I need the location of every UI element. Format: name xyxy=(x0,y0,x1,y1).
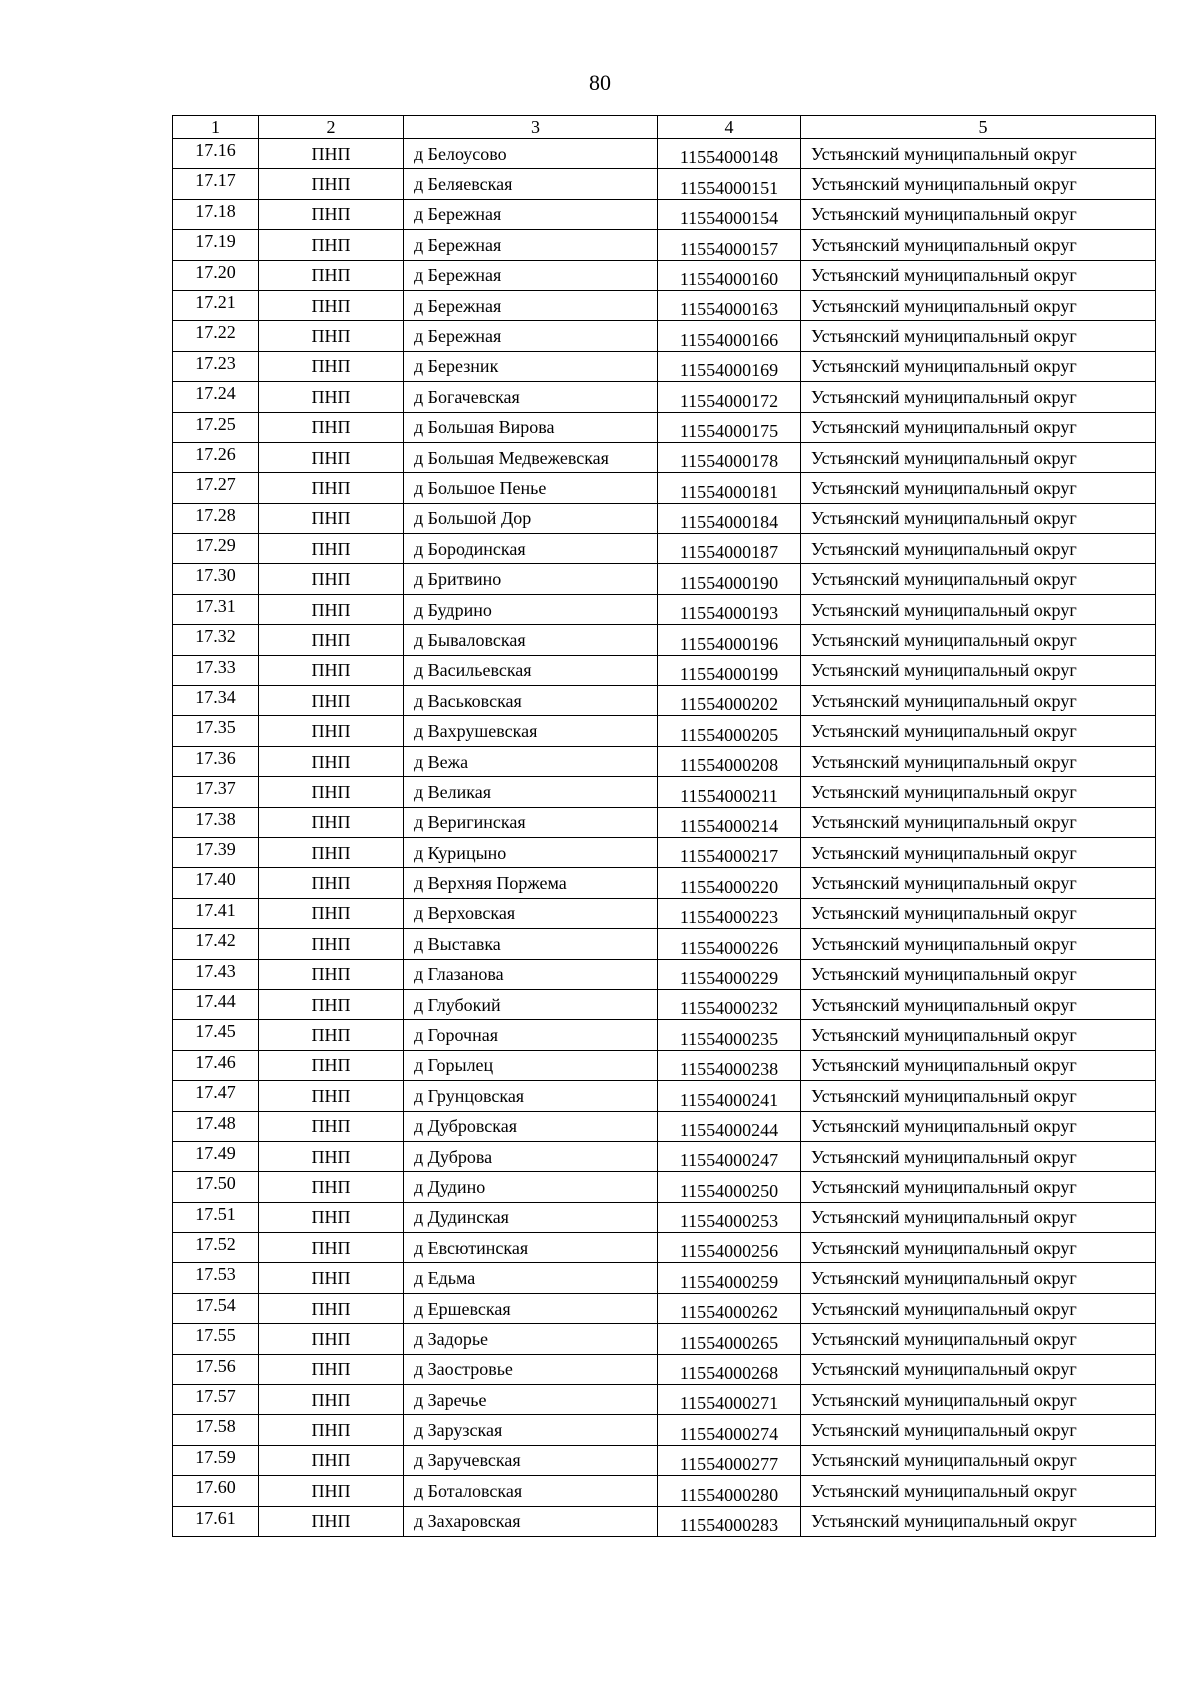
table-row xyxy=(173,1172,1156,1202)
municipality-cell: Устьянский муниципальный округ xyxy=(801,807,1156,837)
column-header-5: 5 xyxy=(801,116,1156,139)
table-row xyxy=(173,351,1156,381)
table-row xyxy=(173,777,1156,807)
municipality-cell: Устьянский муниципальный округ xyxy=(801,746,1156,776)
table-row xyxy=(173,989,1156,1019)
table-row xyxy=(173,382,1156,412)
oktmo-code-cell: 11554000262 xyxy=(658,1293,801,1323)
table-row xyxy=(173,1141,1156,1171)
table-row xyxy=(173,594,1156,624)
oktmo-code-cell: 11554000175 xyxy=(658,412,801,442)
table-row xyxy=(173,260,1156,290)
oktmo-code-cell: 11554000208 xyxy=(658,746,801,776)
table-row xyxy=(173,230,1156,260)
municipality-cell: Устьянский муниципальный округ xyxy=(801,139,1156,169)
oktmo-code-cell: 11554000271 xyxy=(658,1385,801,1415)
settlement-name-cell: д Бережная xyxy=(404,230,658,260)
oktmo-code-cell: 11554000235 xyxy=(658,1020,801,1050)
settlement-name-cell: д Богачевская xyxy=(404,382,658,412)
table-row xyxy=(173,837,1156,867)
object-type-cell: ПНП xyxy=(259,382,404,412)
object-type-cell: ПНП xyxy=(259,1324,404,1354)
table-row xyxy=(173,746,1156,776)
municipality-cell: Устьянский муниципальный округ xyxy=(801,442,1156,472)
object-type-cell: ПНП xyxy=(259,199,404,229)
settlement-name-cell: д Курицыно xyxy=(404,837,658,867)
settlement-name-cell: д Боталовская xyxy=(404,1476,658,1506)
settlement-name-cell: д Бережная xyxy=(404,290,658,320)
oktmo-code-cell: 11554000160 xyxy=(658,260,801,290)
object-type-cell: ПНП xyxy=(259,260,404,290)
settlement-name-cell: д Бережная xyxy=(404,199,658,229)
settlement-name-cell: д Большой Дор xyxy=(404,503,658,533)
table-row xyxy=(173,534,1156,564)
row-number-cell: 17.47 xyxy=(173,1081,259,1111)
municipality-cell: Устьянский муниципальный округ xyxy=(801,382,1156,412)
table-row xyxy=(173,564,1156,594)
row-number-cell: 17.36 xyxy=(173,746,259,776)
table-row xyxy=(173,1263,1156,1293)
object-type-cell: ПНП xyxy=(259,351,404,381)
municipality-cell: Устьянский муниципальный округ xyxy=(801,564,1156,594)
table-row xyxy=(173,412,1156,442)
settlement-name-cell: д Вежа xyxy=(404,746,658,776)
object-type-cell: ПНП xyxy=(259,1050,404,1080)
object-type-cell: ПНП xyxy=(259,746,404,776)
settlement-name-cell: д Задорье xyxy=(404,1324,658,1354)
municipality-cell: Устьянский муниципальный округ xyxy=(801,625,1156,655)
municipality-cell: Устьянский муниципальный округ xyxy=(801,351,1156,381)
municipality-cell: Устьянский муниципальный округ xyxy=(801,473,1156,503)
table-row xyxy=(173,868,1156,898)
object-type-cell: ПНП xyxy=(259,686,404,716)
oktmo-code-cell: 11554000181 xyxy=(658,473,801,503)
oktmo-code-cell: 11554000148 xyxy=(658,139,801,169)
table-row xyxy=(173,1020,1156,1050)
municipality-cell: Устьянский муниципальный округ xyxy=(801,868,1156,898)
municipality-cell: Устьянский муниципальный округ xyxy=(801,1354,1156,1384)
object-type-cell: ПНП xyxy=(259,1233,404,1263)
municipality-cell: Устьянский муниципальный округ xyxy=(801,686,1156,716)
municipality-cell: Устьянский муниципальный округ xyxy=(801,1415,1156,1445)
row-number-cell: 17.53 xyxy=(173,1263,259,1293)
row-number-cell: 17.29 xyxy=(173,534,259,564)
oktmo-code-cell: 11554000151 xyxy=(658,169,801,199)
oktmo-code-cell: 11554000190 xyxy=(658,564,801,594)
object-type-cell: ПНП xyxy=(259,564,404,594)
row-number-cell: 17.37 xyxy=(173,777,259,807)
table-row xyxy=(173,716,1156,746)
municipality-cell: Устьянский муниципальный округ xyxy=(801,260,1156,290)
row-number-cell: 17.26 xyxy=(173,442,259,472)
table-row xyxy=(173,473,1156,503)
row-number-cell: 17.28 xyxy=(173,503,259,533)
oktmo-code-cell: 11554000211 xyxy=(658,777,801,807)
row-number-cell: 17.56 xyxy=(173,1354,259,1384)
oktmo-code-cell: 11554000226 xyxy=(658,929,801,959)
row-number-cell: 17.33 xyxy=(173,655,259,685)
oktmo-code-cell: 11554000247 xyxy=(658,1141,801,1171)
row-number-cell: 17.45 xyxy=(173,1020,259,1050)
oktmo-code-cell: 11554000280 xyxy=(658,1476,801,1506)
municipality-cell: Устьянский муниципальный округ xyxy=(801,1445,1156,1475)
row-number-cell: 17.22 xyxy=(173,321,259,351)
settlement-name-cell: д Верховская xyxy=(404,898,658,928)
row-number-cell: 17.39 xyxy=(173,837,259,867)
municipality-cell: Устьянский муниципальный округ xyxy=(801,1506,1156,1536)
table-row xyxy=(173,807,1156,837)
table-row xyxy=(173,1324,1156,1354)
municipality-cell: Устьянский муниципальный округ xyxy=(801,1050,1156,1080)
object-type-cell: ПНП xyxy=(259,837,404,867)
settlement-name-cell: д Заостровье xyxy=(404,1354,658,1384)
municipality-cell: Устьянский муниципальный округ xyxy=(801,412,1156,442)
oktmo-code-cell: 11554000283 xyxy=(658,1506,801,1536)
object-type-cell: ПНП xyxy=(259,1172,404,1202)
row-number-cell: 17.42 xyxy=(173,929,259,959)
oktmo-code-cell: 11554000202 xyxy=(658,686,801,716)
page-number: 80 xyxy=(589,70,611,95)
oktmo-code-cell: 11554000157 xyxy=(658,230,801,260)
row-number-cell: 17.35 xyxy=(173,716,259,746)
oktmo-code-cell: 11554000277 xyxy=(658,1445,801,1475)
oktmo-code-cell: 11554000205 xyxy=(658,716,801,746)
object-type-cell: ПНП xyxy=(259,1293,404,1323)
row-number-cell: 17.58 xyxy=(173,1415,259,1445)
row-number-cell: 17.59 xyxy=(173,1445,259,1475)
row-number-cell: 17.24 xyxy=(173,382,259,412)
object-type-cell: ПНП xyxy=(259,321,404,351)
table-row xyxy=(173,686,1156,716)
row-number-cell: 17.34 xyxy=(173,686,259,716)
object-type-cell: ПНП xyxy=(259,716,404,746)
oktmo-code-cell: 11554000265 xyxy=(658,1324,801,1354)
oktmo-code-cell: 11554000178 xyxy=(658,442,801,472)
municipality-cell: Устьянский муниципальный округ xyxy=(801,1476,1156,1506)
table-row xyxy=(173,1293,1156,1323)
row-number-cell: 17.32 xyxy=(173,625,259,655)
row-number-cell: 17.17 xyxy=(173,169,259,199)
municipality-cell: Устьянский муниципальный округ xyxy=(801,169,1156,199)
row-number-cell: 17.54 xyxy=(173,1293,259,1323)
municipality-cell: Устьянский муниципальный округ xyxy=(801,594,1156,624)
column-header-4: 4 xyxy=(658,116,801,139)
row-number-cell: 17.40 xyxy=(173,868,259,898)
table-row xyxy=(173,1081,1156,1111)
object-type-cell: ПНП xyxy=(259,898,404,928)
settlement-name-cell: д Зарузская xyxy=(404,1415,658,1445)
oktmo-code-cell: 11554000187 xyxy=(658,534,801,564)
settlement-name-cell: д Березник xyxy=(404,351,658,381)
header-row xyxy=(173,116,1156,139)
settlement-name-cell: д Глазанова xyxy=(404,959,658,989)
row-number-cell: 17.55 xyxy=(173,1324,259,1354)
municipality-cell: Устьянский муниципальный округ xyxy=(801,655,1156,685)
settlement-name-cell: д Горылец xyxy=(404,1050,658,1080)
row-number-cell: 17.31 xyxy=(173,594,259,624)
table-body xyxy=(173,139,1156,1537)
row-number-cell: 17.44 xyxy=(173,989,259,1019)
settlement-name-cell: д Большое Пенье xyxy=(404,473,658,503)
oktmo-code-cell: 11554000166 xyxy=(658,321,801,351)
settlement-name-cell: д Бережная xyxy=(404,260,658,290)
settlement-name-cell: д Бритвино xyxy=(404,564,658,594)
table-row xyxy=(173,655,1156,685)
object-type-cell: ПНП xyxy=(259,473,404,503)
municipality-cell: Устьянский муниципальный округ xyxy=(801,230,1156,260)
settlement-name-cell: д Верхняя Поржема xyxy=(404,868,658,898)
table-row xyxy=(173,442,1156,472)
table-header xyxy=(173,116,1156,139)
municipality-cell: Устьянский муниципальный округ xyxy=(801,989,1156,1019)
row-number-cell: 17.20 xyxy=(173,260,259,290)
object-type-cell: ПНП xyxy=(259,959,404,989)
object-type-cell: ПНП xyxy=(259,1445,404,1475)
column-header-2: 2 xyxy=(259,116,404,139)
object-type-cell: ПНП xyxy=(259,655,404,685)
municipality-cell: Устьянский муниципальный округ xyxy=(801,503,1156,533)
table-row xyxy=(173,1202,1156,1232)
oktmo-code-cell: 11554000196 xyxy=(658,625,801,655)
object-type-cell: ПНП xyxy=(259,594,404,624)
municipality-cell: Устьянский муниципальный округ xyxy=(801,321,1156,351)
municipality-cell: Устьянский муниципальный округ xyxy=(801,1141,1156,1171)
oktmo-code-cell: 11554000220 xyxy=(658,868,801,898)
oktmo-code-cell: 11554000154 xyxy=(658,199,801,229)
municipality-cell: Устьянский муниципальный округ xyxy=(801,1081,1156,1111)
table-row xyxy=(173,199,1156,229)
settlement-name-cell: д Большая Медвежевская xyxy=(404,442,658,472)
object-type-cell: ПНП xyxy=(259,1354,404,1384)
row-number-cell: 17.41 xyxy=(173,898,259,928)
settlement-name-cell: д Ершевская xyxy=(404,1293,658,1323)
row-number-cell: 17.16 xyxy=(173,139,259,169)
municipality-cell: Устьянский муниципальный округ xyxy=(801,1202,1156,1232)
object-type-cell: ПНП xyxy=(259,534,404,564)
table-row xyxy=(173,625,1156,655)
settlement-name-cell: д Бережная xyxy=(404,321,658,351)
table-row xyxy=(173,1233,1156,1263)
object-type-cell: ПНП xyxy=(259,868,404,898)
oktmo-code-cell: 11554000169 xyxy=(658,351,801,381)
table-row xyxy=(173,1415,1156,1445)
oktmo-code-cell: 11554000274 xyxy=(658,1415,801,1445)
table-row xyxy=(173,1476,1156,1506)
municipality-cell: Устьянский муниципальный округ xyxy=(801,534,1156,564)
settlement-name-cell: д Захаровская xyxy=(404,1506,658,1536)
object-type-cell: ПНП xyxy=(259,1020,404,1050)
object-type-cell: ПНП xyxy=(259,807,404,837)
oktmo-code-cell: 11554000259 xyxy=(658,1263,801,1293)
table-row xyxy=(173,169,1156,199)
municipality-cell: Устьянский муниципальный округ xyxy=(801,929,1156,959)
oktmo-code-cell: 11554000172 xyxy=(658,382,801,412)
municipality-cell: Устьянский муниципальный округ xyxy=(801,290,1156,320)
table-row xyxy=(173,1385,1156,1415)
table-row xyxy=(173,1111,1156,1141)
settlement-name-cell: д Васьковская xyxy=(404,686,658,716)
municipality-cell: Устьянский муниципальный округ xyxy=(801,1020,1156,1050)
municipality-cell: Устьянский муниципальный округ xyxy=(801,1233,1156,1263)
row-number-cell: 17.52 xyxy=(173,1233,259,1263)
table-row xyxy=(173,929,1156,959)
table-row xyxy=(173,321,1156,351)
row-number-cell: 17.18 xyxy=(173,199,259,229)
oktmo-code-cell: 11554000268 xyxy=(658,1354,801,1384)
object-type-cell: ПНП xyxy=(259,503,404,533)
row-number-cell: 17.21 xyxy=(173,290,259,320)
municipality-cell: Устьянский муниципальный округ xyxy=(801,1324,1156,1354)
settlements-table xyxy=(172,115,1156,1537)
municipality-cell: Устьянский муниципальный округ xyxy=(801,716,1156,746)
settlement-name-cell: д Бородинская xyxy=(404,534,658,564)
row-number-cell: 17.51 xyxy=(173,1202,259,1232)
settlement-name-cell: д Дудинская xyxy=(404,1202,658,1232)
settlement-name-cell: д Евсютинская xyxy=(404,1233,658,1263)
row-number-cell: 17.46 xyxy=(173,1050,259,1080)
oktmo-code-cell: 11554000238 xyxy=(658,1050,801,1080)
oktmo-code-cell: 11554000214 xyxy=(658,807,801,837)
row-number-cell: 17.30 xyxy=(173,564,259,594)
object-type-cell: ПНП xyxy=(259,169,404,199)
settlement-name-cell: д Беляевская xyxy=(404,169,658,199)
municipality-cell: Устьянский муниципальный округ xyxy=(801,1111,1156,1141)
object-type-cell: ПНП xyxy=(259,989,404,1019)
municipality-cell: Устьянский муниципальный округ xyxy=(801,959,1156,989)
object-type-cell: ПНП xyxy=(259,1202,404,1232)
settlement-name-cell: д Веригинская xyxy=(404,807,658,837)
settlement-name-cell: д Дудино xyxy=(404,1172,658,1202)
table-row xyxy=(173,1050,1156,1080)
municipality-cell: Устьянский муниципальный округ xyxy=(801,777,1156,807)
object-type-cell: ПНП xyxy=(259,1263,404,1293)
settlement-name-cell: д Бываловская xyxy=(404,625,658,655)
oktmo-code-cell: 11554000184 xyxy=(658,503,801,533)
object-type-cell: ПНП xyxy=(259,290,404,320)
table-row xyxy=(173,1354,1156,1384)
oktmo-code-cell: 11554000250 xyxy=(658,1172,801,1202)
settlement-name-cell: д Глубокий xyxy=(404,989,658,1019)
row-number-cell: 17.60 xyxy=(173,1476,259,1506)
oktmo-code-cell: 11554000241 xyxy=(658,1081,801,1111)
row-number-cell: 17.61 xyxy=(173,1506,259,1536)
object-type-cell: ПНП xyxy=(259,1111,404,1141)
object-type-cell: ПНП xyxy=(259,929,404,959)
object-type-cell: ПНП xyxy=(259,1506,404,1536)
settlement-name-cell: д Будрино xyxy=(404,594,658,624)
table-row xyxy=(173,959,1156,989)
municipality-cell: Устьянский муниципальный округ xyxy=(801,837,1156,867)
row-number-cell: 17.19 xyxy=(173,230,259,260)
object-type-cell: ПНП xyxy=(259,1385,404,1415)
settlement-name-cell: д Белоусово xyxy=(404,139,658,169)
oktmo-code-cell: 11554000217 xyxy=(658,837,801,867)
table-row xyxy=(173,139,1156,169)
object-type-cell: ПНП xyxy=(259,139,404,169)
settlement-name-cell: д Заречье xyxy=(404,1385,658,1415)
oktmo-code-cell: 11554000229 xyxy=(658,959,801,989)
settlement-name-cell: д Едьма xyxy=(404,1263,658,1293)
object-type-cell: ПНП xyxy=(259,1081,404,1111)
object-type-cell: ПНП xyxy=(259,777,404,807)
object-type-cell: ПНП xyxy=(259,1415,404,1445)
table-row xyxy=(173,290,1156,320)
table-row xyxy=(173,1506,1156,1536)
oktmo-code-cell: 11554000199 xyxy=(658,655,801,685)
object-type-cell: ПНП xyxy=(259,1476,404,1506)
oktmo-code-cell: 11554000244 xyxy=(658,1111,801,1141)
object-type-cell: ПНП xyxy=(259,412,404,442)
object-type-cell: ПНП xyxy=(259,442,404,472)
settlement-name-cell: д Великая xyxy=(404,777,658,807)
oktmo-code-cell: 11554000193 xyxy=(658,594,801,624)
row-number-cell: 17.48 xyxy=(173,1111,259,1141)
row-number-cell: 17.43 xyxy=(173,959,259,989)
table-row xyxy=(173,898,1156,928)
settlement-name-cell: д Горочная xyxy=(404,1020,658,1050)
municipality-cell: Устьянский муниципальный округ xyxy=(801,1263,1156,1293)
oktmo-code-cell: 11554000232 xyxy=(658,989,801,1019)
row-number-cell: 17.50 xyxy=(173,1172,259,1202)
object-type-cell: ПНП xyxy=(259,1141,404,1171)
oktmo-code-cell: 11554000163 xyxy=(658,290,801,320)
row-number-cell: 17.57 xyxy=(173,1385,259,1415)
row-number-cell: 17.38 xyxy=(173,807,259,837)
oktmo-code-cell: 11554000223 xyxy=(658,898,801,928)
column-header-3: 3 xyxy=(404,116,658,139)
settlement-name-cell: д Заручевская xyxy=(404,1445,658,1475)
settlement-name-cell: д Васильевская xyxy=(404,655,658,685)
object-type-cell: ПНП xyxy=(259,625,404,655)
row-number-cell: 17.25 xyxy=(173,412,259,442)
object-type-cell: ПНП xyxy=(259,230,404,260)
settlement-name-cell: д Вахрушевская xyxy=(404,716,658,746)
settlement-name-cell: д Большая Вирова xyxy=(404,412,658,442)
table-row xyxy=(173,1445,1156,1475)
settlement-name-cell: д Выставка xyxy=(404,929,658,959)
oktmo-code-cell: 11554000253 xyxy=(658,1202,801,1232)
column-header-1: 1 xyxy=(173,116,259,139)
oktmo-code-cell: 11554000256 xyxy=(658,1233,801,1263)
municipality-cell: Устьянский муниципальный округ xyxy=(801,898,1156,928)
municipality-cell: Устьянский муниципальный округ xyxy=(801,1172,1156,1202)
settlement-name-cell: д Дуброва xyxy=(404,1141,658,1171)
table-row xyxy=(173,503,1156,533)
municipality-cell: Устьянский муниципальный округ xyxy=(801,1293,1156,1323)
municipality-cell: Устьянский муниципальный округ xyxy=(801,1385,1156,1415)
row-number-cell: 17.49 xyxy=(173,1141,259,1171)
municipality-cell: Устьянский муниципальный округ xyxy=(801,199,1156,229)
settlement-name-cell: д Грунцовская xyxy=(404,1081,658,1111)
row-number-cell: 17.23 xyxy=(173,351,259,381)
row-number-cell: 17.27 xyxy=(173,473,259,503)
settlement-name-cell: д Дубровская xyxy=(404,1111,658,1141)
